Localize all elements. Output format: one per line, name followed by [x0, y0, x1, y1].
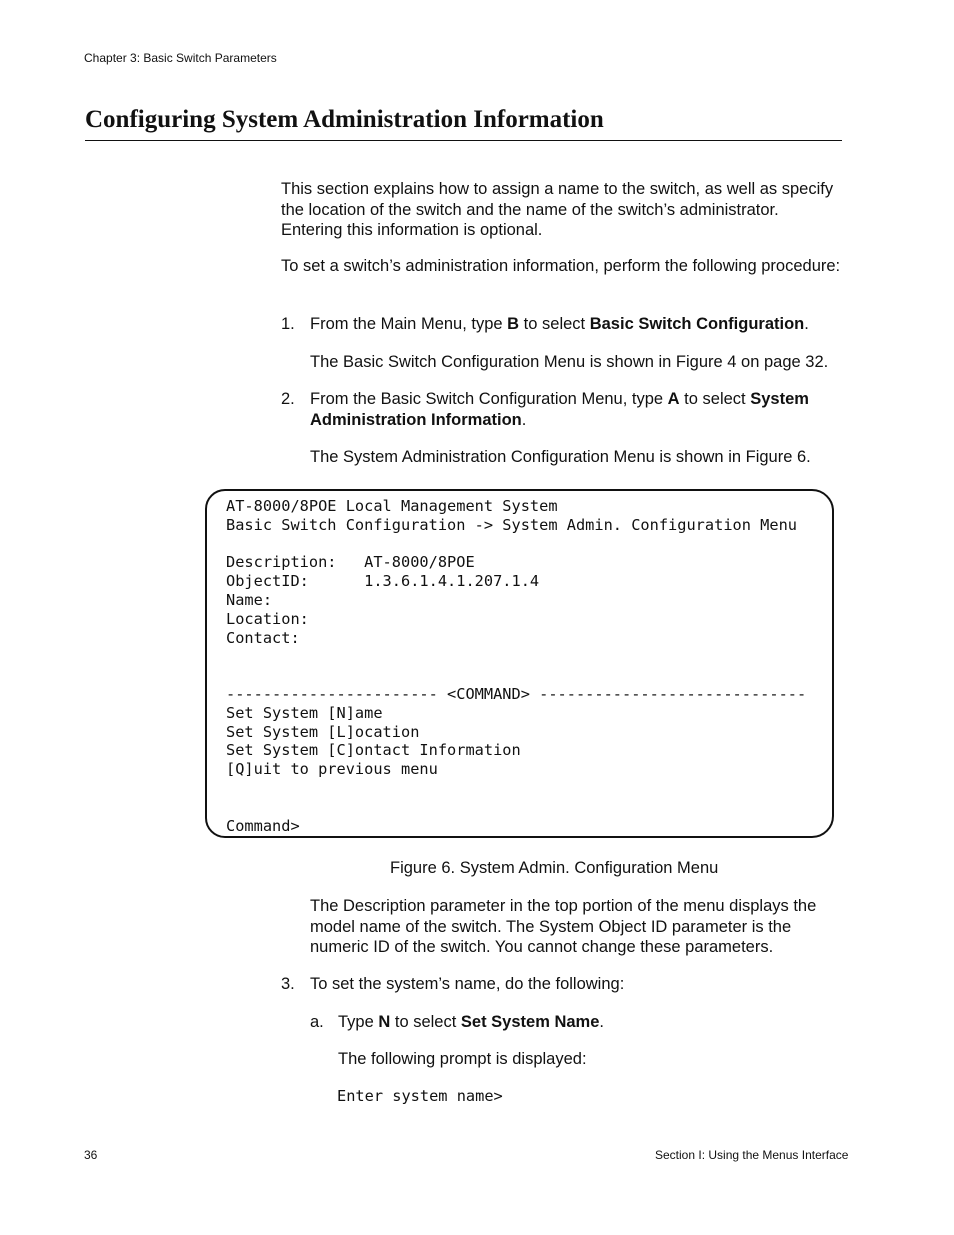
figure-caption: Figure 6. System Admin. Configuration Menu [390, 859, 719, 877]
page-title: Configuring System Administration Information [85, 106, 604, 133]
step-3-text: To set the system’s name, do the following: [310, 975, 625, 993]
substep-a-letter: a. [310, 1013, 324, 1031]
step-1-text: From the Main Menu, type B to select Basic Switch Configuration. [310, 315, 809, 333]
step-2-text: From the Basic Switch Configuration Menu, type A to select System Administration Information. [310, 390, 809, 429]
intro-paragraph: This section explains how to assign a name to the switch, as well as specify the location of the switch and the name of the switch’s administrator. Entering this information is optional. [281, 180, 834, 239]
terminal-screen-text: AT-8000/8POE Local Management System Basic Switch Configuration -> System Admin. Configuration Menu Description: AT-8000/8POE ObjectID: 1.3.6.1.4.1.207.1.4 Name: Location: Contact: ----------------------- <COMMAND> ----------------------------- Set System [N]ame Set System [L]ocation Set System [C]ontact Information [Q]uit to previous menu Command> [226, 497, 807, 835]
step-3-number: 3. [281, 975, 295, 993]
running-head: Chapter 3: Basic Switch Parameters [84, 51, 277, 65]
step-2-note: The System Administration Configuration Menu is shown in Figure 6. [310, 448, 811, 466]
step-2-number: 2. [281, 390, 295, 408]
substep-a-note: The following prompt is displayed: [338, 1050, 587, 1068]
procedure-intro: To set a switch’s administration information, perform the following procedure: [281, 257, 841, 275]
description-paragraph: The Description parameter in the top portion of the menu displays the model name of the switch. The System Object ID parameter is the numeric ID of the switch. You cannot change these parameters. [310, 897, 817, 956]
system-name-prompt: Enter system name> [337, 1087, 503, 1105]
step-1-note: The Basic Switch Configuration Menu is shown in Figure 4 on page 32. [310, 353, 829, 371]
step-1-number: 1. [281, 315, 295, 333]
page-number: 36 [84, 1148, 98, 1162]
substep-a-text: Type N to select Set System Name. [338, 1013, 604, 1031]
title-rule [85, 140, 842, 141]
footer-section: Section I: Using the Menus Interface [655, 1148, 849, 1162]
